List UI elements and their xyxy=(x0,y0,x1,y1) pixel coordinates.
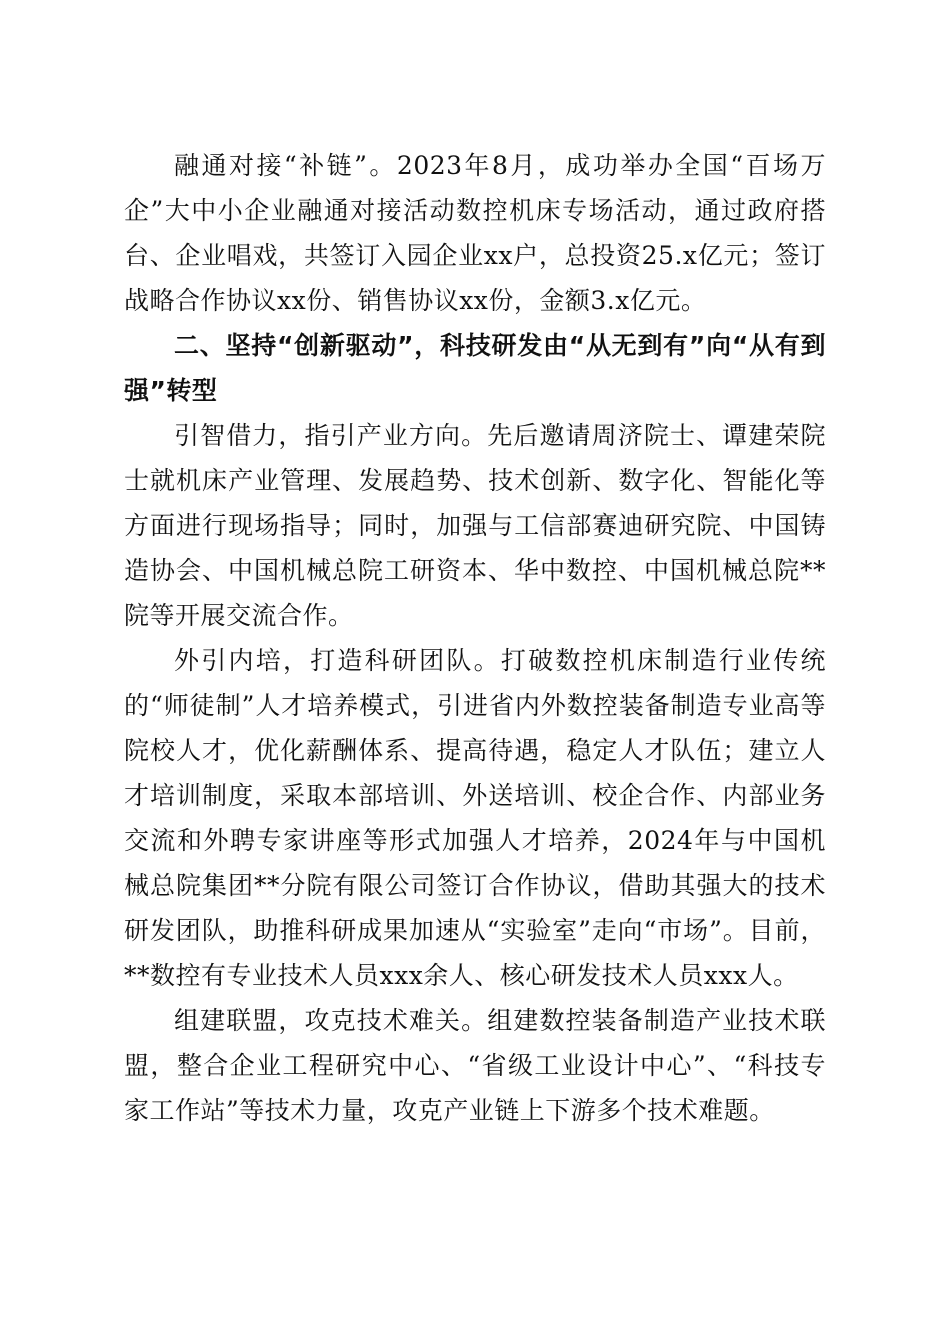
paragraph-research-team: 外引内培，打造科研团队。打破数控机床制造行业传统的“师徒制”人才培养模式，引进省内外数控装备制造专业高等院校人才，优化薪酬体系、提高待遇，稳定人才队伍；建立人才培训制度，采取本部培训、外送培训、校企合作、内部业务交流和外聘专家讲座等形式加强人才培养，2024年与中国机械总院集团**分院有限公司签订合作协议，借助其强大的技术研发团队，助推科研成果加速从“实验室”走向“市场”。目前，**数控有专业技术人员xxx余人、核心研发技术人员xxx人。 xyxy=(124,646,826,990)
paragraph-talent-guidance: 引智借力，指引产业方向。先后邀请周济院士、谭建荣院士就机床产业管理、发展趋势、技术创新、数字化、智能化等方面进行现场指导；同时，加强与工信部赛迪研究院、中国铸造协会、中国机械总院工研资本、华中数控、中国机械总院**院等开展交流合作。 xyxy=(124,421,826,630)
paragraph-industry-matching: 融通对接“补链”。2023年8月，成功举办全国“百场万企”大中小企业融通对接活动数控机床专场活动，通过政府搭台、企业唱戏，共签订入园企业xx户，总投资25.x亿元；签订战略合作协议xx份、销售协议xx份，金额3.x亿元。 xyxy=(124,151,826,315)
document-body xyxy=(124,143,826,1133)
paragraph-tech-alliance: 组建联盟，攻克技术难关。组建数控装备制造产业技术联盟，整合企业工程研究中心、“省级工业设计中心”、“科技专家工作站”等技术力量，攻克产业链上下游多个技术难题。 xyxy=(124,1006,826,1125)
section-heading-innovation: 二、坚持“创新驱动”，科技研发由“从无到有”向“从有到强”转型 xyxy=(124,331,826,405)
